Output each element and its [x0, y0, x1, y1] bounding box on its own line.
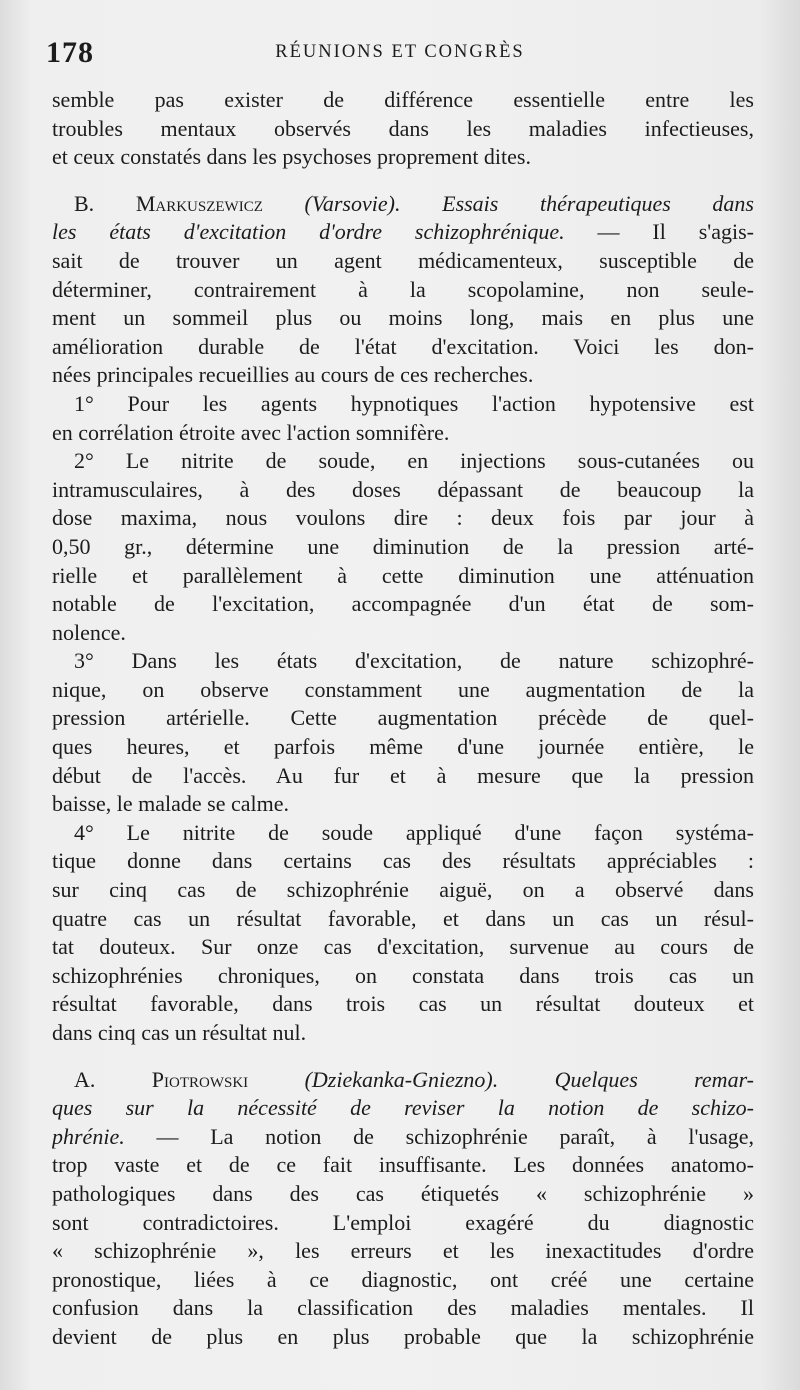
text-line: nique, on observe constamment une augmentation de la	[52, 676, 754, 702]
text-line: et ceux constatés dans les psychoses proprement dites.	[52, 144, 531, 170]
abstract-title-end: phrénie.	[52, 1123, 125, 1149]
text-fragment: — La notion de schizophrénie paraît, à l'usage,	[156, 1123, 754, 1149]
text-line: 2° Le nitrite de soude, en injections sous-cutanées ou	[74, 448, 754, 474]
text-line: 0,50 gr., détermine une diminution de la pression arté-	[52, 533, 754, 559]
text-line: quatre cas un résultat favorable, et dans un cas un résul-	[52, 905, 754, 931]
text-line: déterminer, contrairement à la scopolamine, non seule-	[52, 276, 754, 302]
text-line: 1° Pour les agents hypnotiques l'action hypotensive est	[74, 390, 754, 416]
author-place: (Dziekanka-Gniezno).	[304, 1066, 499, 1092]
text-line: intramusculaires, à des doses dépassant de beaucoup la	[52, 476, 754, 502]
paragraph-continuation	[52, 86, 754, 172]
text-line: confusion dans la classification des maladies mentales. Il	[52, 1295, 754, 1321]
text-line: semble pas exister de différence essentielle entre les	[52, 87, 754, 112]
text-line	[52, 218, 754, 247]
page-header	[46, 36, 754, 76]
text-line: début de l'accès. Au fur et à mesure que la pression	[52, 762, 754, 788]
abstract-heading-line	[52, 190, 754, 219]
abstract-title-cont: les états d'excitation d'ordre schizophrénique.	[52, 219, 565, 245]
text-line	[52, 1123, 754, 1152]
text-line: devient de plus en plus probable que la schizophrénie	[52, 1323, 754, 1349]
author-place: (Varsovie).	[304, 190, 401, 216]
text-line: trop vaste et de ce fait insuffisante. Les données anatomo-	[52, 1152, 754, 1178]
text-line: tat douteux. Sur onze cas d'excitation, survenue au cours de	[52, 934, 754, 960]
abstract-piotrowski	[52, 1066, 754, 1352]
text-line: 4° Le nitrite de soude appliqué d'une façon systéma-	[74, 819, 754, 845]
page-body	[52, 86, 754, 1352]
text-line: rielle et parallèlement à cette diminution une atténuation	[52, 562, 754, 588]
abstract-title: Quelques remar-	[554, 1066, 754, 1092]
running-head: RÉUNIONS ET CONGRÈS	[275, 42, 525, 62]
text-line: en corrélation étroite avec l'action somnifère.	[52, 419, 450, 445]
text-line: ment un sommeil plus ou moins long, mais en plus une	[52, 305, 754, 331]
text-line: sait de trouver un agent médicamenteux, susceptible de	[52, 247, 754, 273]
text-line: nées principales recueillies au cours de ces recherches.	[52, 362, 534, 388]
text-line: notable de l'excitation, accompagnée d'un état de som-	[52, 591, 754, 617]
text-line: « schizophrénie », les erreurs et les inexactitudes d'ordre	[52, 1238, 754, 1264]
text-line: dans cinq cas un résultat nul.	[52, 1020, 307, 1045]
text-line: baisse, le malade se calme.	[52, 791, 290, 817]
text-line: pression artérielle. Cette augmentation précède de quel-	[52, 705, 754, 731]
text-line: schizophrénies chroniques, on constata dans trois cas un	[52, 962, 754, 988]
text-line: dose maxima, nous voulons dire : deux fois par jour à	[52, 505, 754, 531]
text-line: ques heures, et parfois même d'une journée entière, le	[52, 734, 754, 760]
text-line: nolence.	[52, 619, 126, 645]
text-line: sont contradictoires. L'emploi exagéré du diagnostic	[52, 1209, 754, 1235]
author-name: A. Piotrowski	[74, 1066, 249, 1092]
abstract-title-cont: ques sur la nécessité de reviser la notion de schizo-	[52, 1095, 754, 1121]
text-line: pronostique, liées à ce diagnostic, ont créé une certaine	[52, 1266, 754, 1292]
text-line: pathologiques dans des cas étiquetés « schizophrénie »	[52, 1180, 754, 1206]
page-number: 178	[46, 36, 94, 69]
text-line: sur cinq cas de schizophrénie aiguë, on a observé dans	[52, 877, 754, 903]
abstract-markuszewicz	[52, 190, 754, 1048]
text-fragment: — Il s'agis-	[597, 219, 754, 245]
author-name: B. Markuszewicz	[74, 190, 263, 216]
text-line: amélioration durable de l'état d'excitation. Voici les don-	[52, 333, 754, 359]
abstract-heading-line	[52, 1066, 754, 1095]
abstract-title: Essais thérapeutiques dans	[442, 190, 754, 216]
text-line: tique donne dans certains cas des résultats appréciables :	[52, 848, 754, 874]
text-line: résultat favorable, dans trois cas un résultat douteux et	[52, 991, 754, 1017]
text-line: troubles mentaux observés dans les maladies infectieuses,	[52, 115, 754, 141]
text-line: 3° Dans les états d'excitation, de nature schizophré-	[74, 648, 754, 674]
